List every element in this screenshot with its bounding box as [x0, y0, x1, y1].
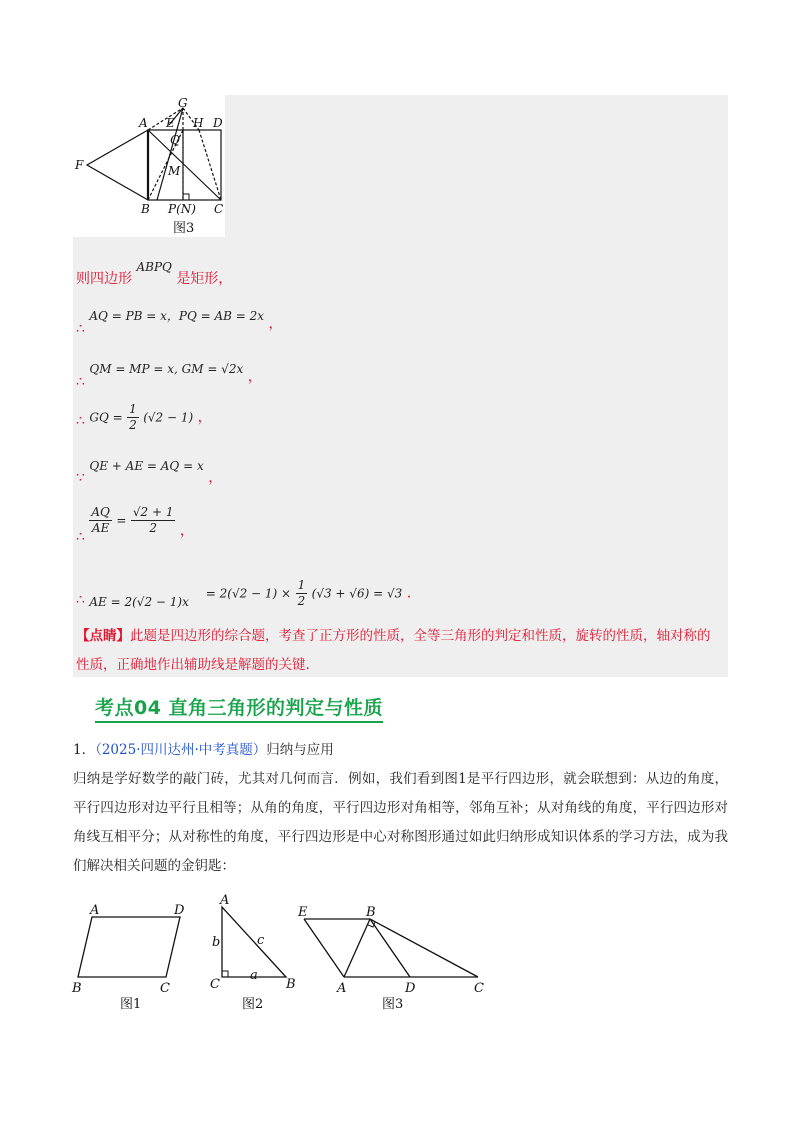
fig3-label: C [474, 981, 484, 996]
solution-math: QM = MP = x, GM = √2x [89, 362, 244, 376]
fig3-label: D [405, 981, 416, 996]
solution-punct: ， [197, 409, 212, 426]
key-point-note [76, 622, 721, 680]
solution-line-1 [76, 260, 233, 288]
top-figure-label: A [139, 116, 148, 130]
solution-line-4 [76, 402, 212, 433]
question-header [73, 736, 728, 765]
solution-math: QE + AE = AQ = x [89, 459, 204, 473]
fraction: $\frac{1}{2}$ [297, 578, 306, 608]
top-figure-label: Q [170, 133, 180, 147]
fig2-label: a [250, 968, 258, 983]
top-figure-diagram [73, 95, 225, 237]
section-title: 考点04 直角三角形的判定与性质 [95, 693, 383, 723]
therefore-symbol: ∴ [76, 412, 85, 429]
fraction: $\frac{1}{2}$ [129, 402, 137, 432]
top-figure-label: G [178, 96, 188, 110]
fraction: $\frac{√2 + 1}{2}$ [132, 505, 174, 535]
top-figure-caption: 图3 [173, 221, 195, 236]
fig1-caption: 图1 [120, 997, 142, 1012]
solution-math: = [116, 513, 127, 528]
fig1-label: A [90, 903, 100, 918]
solution-punct: ， [247, 369, 262, 385]
solution-math: ABPQ [136, 260, 172, 274]
solution-text: 是矩形， [176, 271, 233, 287]
key-point-tag: 【点睛】 [76, 628, 130, 644]
solution-punct: ， [179, 522, 194, 539]
top-figure-label: B [141, 202, 150, 216]
fig2-label: C [210, 977, 220, 992]
solution-math: (√3 + √6) = √3 [311, 586, 403, 601]
top-figure-label: C [214, 202, 224, 216]
therefore-symbol: ∴ [76, 374, 85, 390]
question-topic: 归纳与应用 [266, 742, 334, 758]
fig3-label: A [337, 981, 347, 996]
question-source[interactable]: （2025·四川达州·中考真题） [95, 742, 267, 758]
top-figure-label: H [193, 116, 204, 130]
bottom-figures [60, 890, 500, 1020]
top-figure-label: E [166, 116, 175, 130]
question-body: 归纳是学好数学的敲门砖，尤其对几何而言．例如，我们看到图1是平行四边形，就会联想到：从边的角度，平行四边形对边平行且相等；从角的角度，平行四边形对角相等，邻角互补；从对角线的角度，平行四边形对角线互相平分；从对称性的角度，平行四边形是中心对称图形通过如此归纳形成知识体系的学习方法，成为我们解决相关问题的金钥匙： [73, 771, 728, 874]
solution-punct: . [406, 585, 412, 602]
fig2-caption: 图2 [242, 997, 264, 1012]
therefore-symbol: ∴ [76, 321, 85, 337]
therefore-symbol: ∴ [76, 591, 85, 608]
fig1-label: B [72, 981, 82, 996]
figure-2-right-triangle [210, 893, 296, 1012]
solution-text: 则四边形 [76, 271, 132, 287]
solution-line-7 [76, 578, 411, 609]
solution-math: (√2 − 1) [143, 410, 194, 425]
solution-line-2 [76, 305, 283, 337]
solution-line-5 [76, 455, 223, 486]
therefore-symbol: ∴ [76, 528, 85, 545]
fig3-caption: 图3 [382, 997, 404, 1012]
question-number: 1． [73, 742, 96, 758]
top-figure-label: M [168, 164, 181, 178]
fig2-label: c [257, 933, 265, 948]
solution-math: = 2(√2 − 1) × [205, 586, 292, 601]
fraction: $\frac{AQ}{AE}$ [91, 505, 110, 535]
solution-math: AE = 2(√2 − 1)x [89, 594, 189, 609]
because-symbol: ∵ [76, 470, 85, 486]
solution-punct: ， [208, 470, 223, 486]
fig2-label: A [220, 893, 230, 908]
solution-line-6 [76, 505, 194, 545]
top-figure-label: D [213, 116, 223, 130]
fig1-label: D [174, 903, 185, 918]
figure-3-diagram [297, 905, 484, 1012]
top-figure-label: P(N) [168, 202, 196, 216]
solution-line-3 [76, 358, 262, 390]
top-figure [73, 95, 225, 237]
solution-math: GQ = [89, 410, 123, 425]
figure-1-parallelogram [71, 903, 185, 1012]
fig3-label: E [298, 905, 308, 920]
key-point-text: 此题是四边形的综合题，考查了正方形的性质，全等三角形的判定和性质，旋转的性质，轴对称的性质，正确地作出辅助线是解题的关键. [76, 628, 711, 673]
fig2-label: b [212, 935, 221, 950]
solution-math: AQ = PB = x，PQ = AB = 2x [89, 309, 265, 323]
fig2-label: B [286, 977, 296, 992]
solution-punct: ， [268, 316, 283, 332]
fig1-label: C [160, 981, 170, 996]
top-figure-label: F [75, 158, 84, 172]
fig3-label: B [366, 905, 376, 920]
